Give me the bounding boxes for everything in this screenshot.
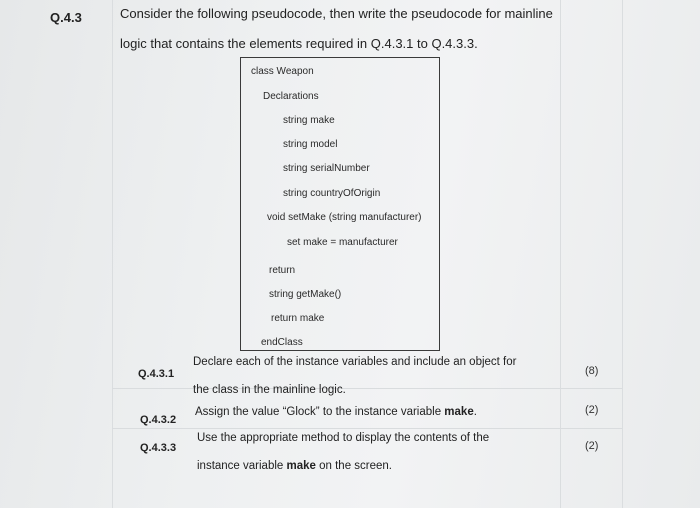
code-line-getmake: string getMake() — [269, 289, 342, 300]
question-text-line-1: Consider the following pseudocode, then write the pseudocode for mainline — [120, 6, 553, 21]
marks-label: (2) — [585, 440, 599, 452]
bold-keyword: make — [286, 460, 316, 472]
code-line-return: return — [269, 265, 296, 276]
code-line-assign: set make = manufacturer — [287, 237, 398, 248]
code-line-serial: string serialNumber — [283, 163, 370, 174]
table-gridline — [560, 0, 561, 508]
subquestion-text: Declare each of the instance variables and include an object for — [193, 356, 517, 368]
text-segment: . — [473, 406, 477, 418]
subquestion-number: Q.4.3.1 — [138, 368, 175, 380]
code-line-model: string model — [283, 139, 338, 150]
subquestion-number: Q.4.3.2 — [140, 414, 177, 426]
code-line-country: string countryOfOrigin — [283, 188, 381, 199]
question-text-line-2: logic that contains the elements required in Q.4.3.1 to Q.4.3.3. — [120, 36, 478, 51]
text-segment: on the screen. — [315, 460, 392, 472]
marks-label: (8) — [585, 365, 599, 377]
table-row-divider — [112, 428, 622, 429]
code-line-declarations: Declarations — [263, 91, 319, 102]
table-gridline — [112, 0, 113, 508]
code-line-class: class Weapon — [251, 66, 314, 77]
subquestion-text — [195, 406, 477, 418]
subquestion-text: Use the appropriate method to display the contents of the — [197, 432, 490, 444]
subquestion-text — [197, 460, 392, 472]
bold-keyword: make — [444, 406, 474, 418]
pseudocode-box — [240, 57, 440, 351]
subquestion-number: Q.4.3.3 — [140, 442, 177, 454]
question-number: Q.4.3 — [50, 10, 82, 25]
code-line-endclass: endClass — [261, 337, 303, 348]
table-row-divider — [112, 388, 622, 389]
table-gridline — [622, 0, 623, 508]
code-line-make: string make — [283, 115, 335, 126]
text-segment: Assign the value “Glock” to the instance variable — [195, 406, 445, 418]
subquestion-text: the class in the mainline logic. — [193, 384, 346, 396]
marks-label: (2) — [585, 404, 599, 416]
code-line-setmake: void setMake (string manufacturer) — [267, 212, 422, 223]
text-segment: instance variable — [197, 460, 287, 472]
code-line-return-make: return make — [271, 313, 325, 324]
